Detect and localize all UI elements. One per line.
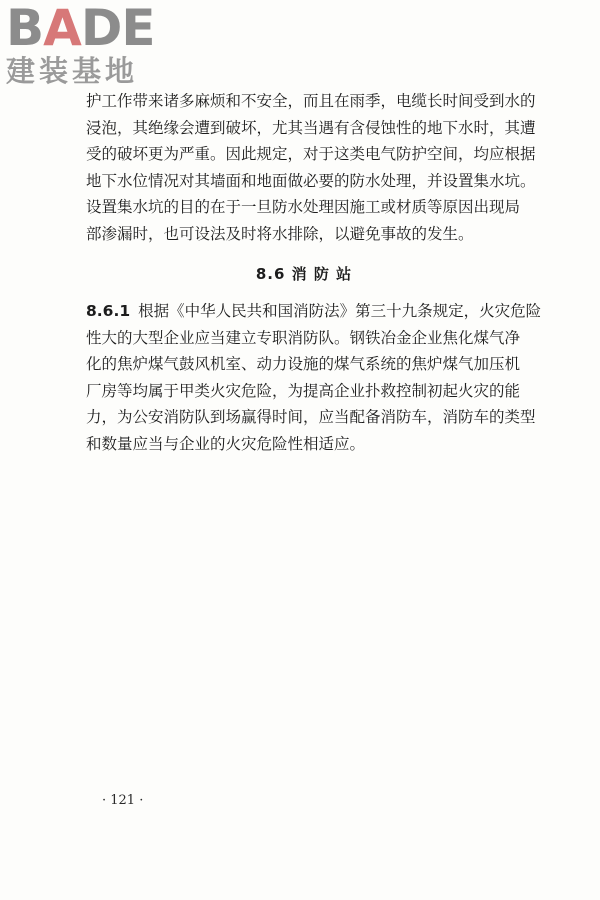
text-line: 性大的大型企业应当建立专职消防队。钢铁冶金企业焦化煤气净 [86, 328, 521, 347]
text-line: 地下水位情况对其墙面和地面做必要的防水处理，并设置集水坑。 [86, 171, 536, 190]
text-line: 受的破坏更为严重。因此规定，对于这类电气防护空间，均应根据 [86, 145, 536, 163]
section-title: 8.6 消 防 站 [255, 265, 353, 283]
text-line: 部渗漏时，也可设法及时将水排除，以避免事故的发生。 [86, 224, 474, 243]
watermark-logo [6, 2, 176, 88]
text-line: 护工作带来诸多麻烦和不安全，而且在雨季，电缆长时间受到水的 [86, 92, 536, 110]
text-line: 力，为公安消防队到场赢得时间，应当配备消防车，消防车的类型 [86, 408, 536, 426]
clause-text: 根据《中华人民共和国消防法》第三十九条规定，火灾危险 [138, 302, 542, 320]
watermark-logo-text [6, 0, 176, 57]
clause-number: 8.6.1 [86, 302, 131, 320]
text-line [86, 298, 542, 325]
paragraph-continuation [86, 88, 536, 247]
text-line: 浸泡，其绝缘会遭到破坏，尤其当遇有含侵蚀性的地下水时，其遭 [86, 118, 536, 137]
logo-letter-a: A [43, 0, 81, 57]
page-body [86, 88, 542, 457]
page-number: · 121 · [102, 793, 144, 808]
text-line: 化的焦炉煤气鼓风机室、动力设施的煤气系统的焦炉煤气加压机 [86, 355, 521, 373]
text-line: 厂房等均属于甲类火灾危险，为提高企业扑救控制初起火灾的能 [86, 381, 521, 400]
watermark-subtitle: 建装基地 [6, 54, 139, 88]
text-line: 和数量应当与企业的火灾危险性相适应。 [86, 434, 366, 453]
text-line: 设置集水坑的目的在于一旦防水处理因施工或材质等原因出现局 [86, 198, 521, 216]
clause-paragraph [86, 298, 542, 457]
logo-letters-de: DE [80, 0, 155, 57]
logo-letter-b: B [6, 0, 44, 57]
